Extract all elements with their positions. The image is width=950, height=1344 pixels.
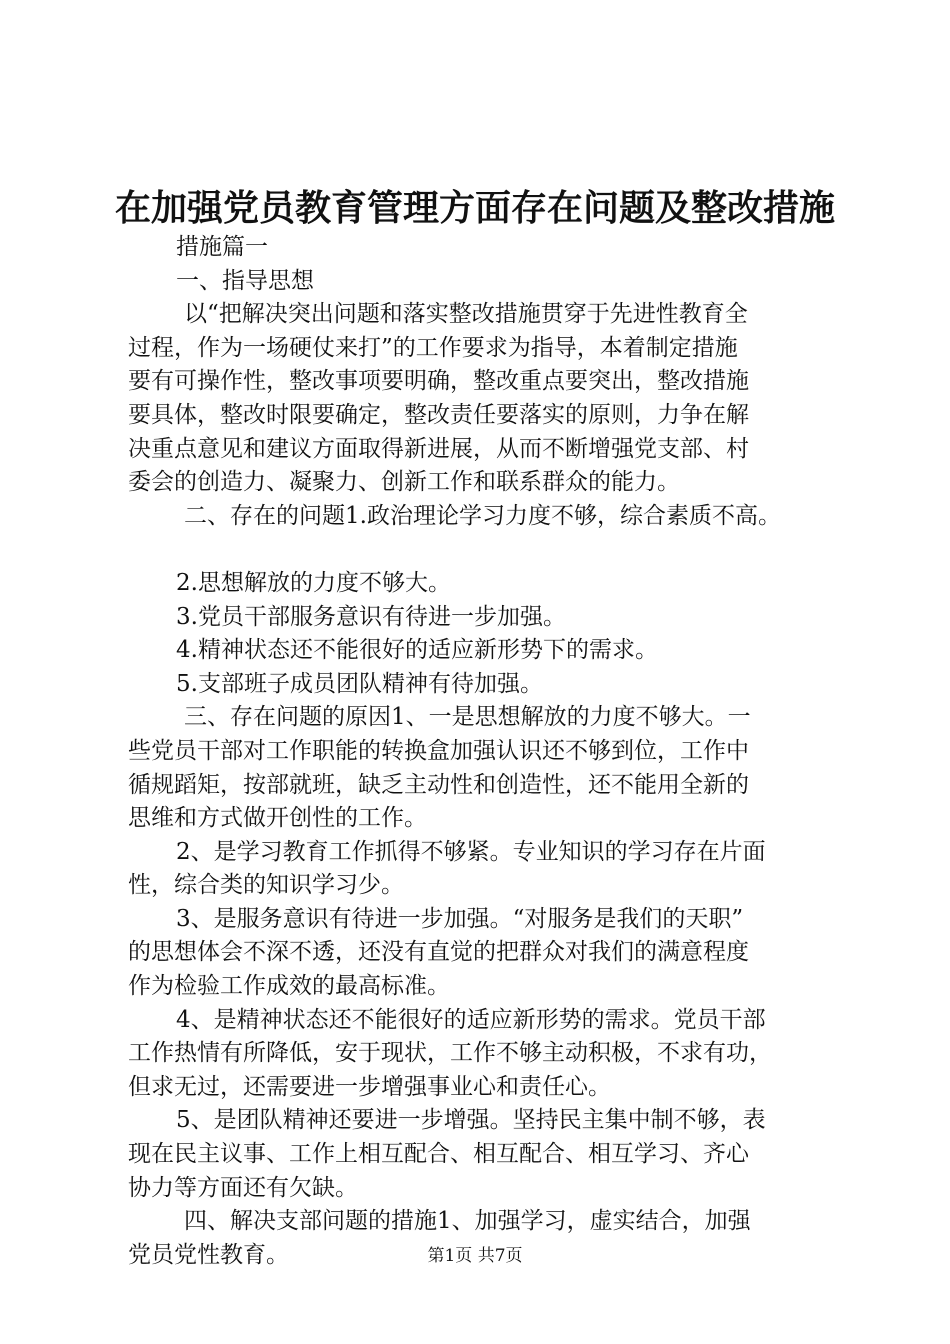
text-line: 3.党员干部服务意识有待进一步加强。	[176, 603, 566, 630]
text-line: 以“把解决突出问题和落实整改措施贯穿于先进性教育全	[184, 301, 748, 328]
document-body	[128, 231, 840, 1272]
text-line: 过程，作为一场硬仗来打”的工作要求为指导，本着制定措施	[128, 334, 738, 361]
text-line: 四、解决支部问题的措施1、加强学习，虚实结合，加强	[184, 1208, 751, 1235]
text-line: 4、是精神状态还不能很好的适应新形势的需求。党员干部	[176, 1006, 766, 1033]
text-line: 一、指导思想	[176, 267, 314, 294]
document-title: 在加强党员教育管理方面存在问题及整改措施	[114, 187, 835, 229]
text-line: 要具体，整改时限要确定，整改责任要落实的原则，力争在解	[128, 401, 749, 428]
text-line: 4.精神状态还不能很好的适应新形势下的需求。	[176, 637, 658, 664]
text-line: 协力等方面还有欠缺。	[128, 1174, 358, 1201]
text-line: 党员党性教育。	[128, 1241, 289, 1268]
text-line: 现在民主议事、工作上相互配合、相互配合、相互学习、齐心	[128, 1141, 749, 1168]
text-line: 要有可操作性，整改事项要明确，整改重点要突出，整改措施	[128, 368, 749, 395]
text-line: 三、存在问题的原因1、一是思想解放的力度不够大。一	[184, 704, 751, 731]
text-line: 委会的创造力、凝聚力、创新工作和联系群众的能力。	[128, 469, 680, 496]
text-line: 措施篇一	[176, 234, 268, 260]
text-line: 3、是服务意识有待进一步加强。“对服务是我们的天职”	[176, 905, 744, 932]
text-line: 二、存在的问题1.政治理论学习力度不够，综合素质不高。	[184, 502, 781, 529]
text-line: 决重点意见和建议方面取得新进展，从而不断增强党支部、村	[128, 435, 749, 462]
text-line: 2、是学习教育工作抓得不够紧。专业知识的学习存在片面	[176, 838, 766, 865]
text-line: 些党员干部对工作职能的转换盒加强认识还不够到位，工作中	[128, 737, 749, 764]
text-line: 工作热情有所降低，安于现状，工作不够主动积极，不求有功，	[128, 1040, 772, 1067]
text-line: 的思想体会不深不透，还没有直觉的把群众对我们的满意程度	[128, 939, 749, 966]
text-line: 性，综合类的知识学习少。	[128, 872, 404, 899]
text-line	[128, 533, 840, 567]
text-line: 作为检验工作成效的最高标准。	[128, 973, 450, 1000]
text-line: 5、是团队精神还要进一步增强。坚持民主集中制不够，表	[176, 1107, 766, 1134]
text-line: 但求无过，还需要进一步增强事业心和责任心。	[128, 1073, 611, 1100]
page-footer: 第1页 共7页	[427, 1246, 523, 1266]
text-line: 5.支部班子成员团队精神有待加强。	[176, 670, 543, 697]
text-line: 思维和方式做开创性的工作。	[128, 805, 427, 832]
text-line: 2.思想解放的力度不够大。	[176, 569, 451, 596]
text-line: 循规蹈矩，按部就班，缺乏主动性和创造性，还不能用全新的	[128, 771, 749, 798]
